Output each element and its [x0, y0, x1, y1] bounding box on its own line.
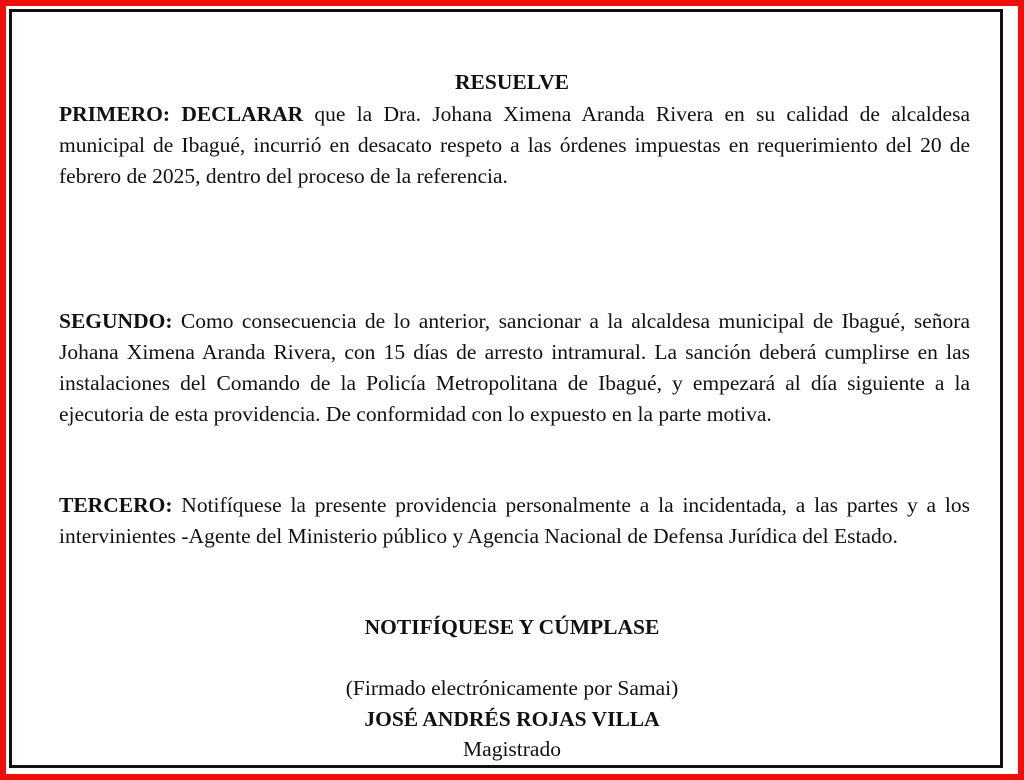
paragraph-first — [59, 99, 970, 192]
resolution-first — [59, 99, 970, 192]
paragraph-second-label: SEGUNDO: — [59, 309, 173, 333]
paragraph-third-label: TERCERO: — [59, 493, 173, 517]
paragraph-second-text: Como consecuencia de lo anterior, sancionar a la alcaldesa municipal de Ibagué, señora Johana Ximena Aranda Rivera, con 15 días de arresto intramural. La sanción deberá cumplirse en las instalaciones del Comando de la Policía Metropolitana de Ibagué, y empezará al día siguiente a la ejecutoria de esta providencia. De conformidad con lo expuesto en la parte motiva. — [59, 309, 970, 426]
signature-note: (Firmado electrónicamente por Samai) — [345, 676, 679, 700]
paragraph-third-text: Notifíquese la presente providencia personalmente a la incidentada, a las partes y a los intervinientes -Agente del Ministerio público y Agencia Nacional de Defensa Jurídica del Estado. — [59, 493, 970, 548]
paragraph-third — [59, 490, 970, 552]
resolution-third — [59, 490, 970, 552]
paragraph-first-label: PRIMERO: DECLARAR — [59, 102, 304, 126]
resolution-second — [59, 306, 970, 430]
signer-role: Magistrado — [463, 737, 561, 761]
signer-name: JOSÉ ANDRÉS ROJAS VILLA — [364, 707, 660, 731]
paragraph-first-text: que la Dra. Johana Ximena Aranda Rivera en su calidad de alcaldesa municipal de Ibagué, incurrió en desacato respeto a las órdenes impuestas en requerimiento del 20 de febrero de 2025, dentro del proceso de la referencia. — [59, 102, 970, 188]
closing-formula: NOTIFÍQUESE Y CÚMPLASE — [364, 615, 660, 639]
section-heading: RESUELVE — [455, 70, 569, 94]
paragraph-second — [59, 306, 970, 430]
